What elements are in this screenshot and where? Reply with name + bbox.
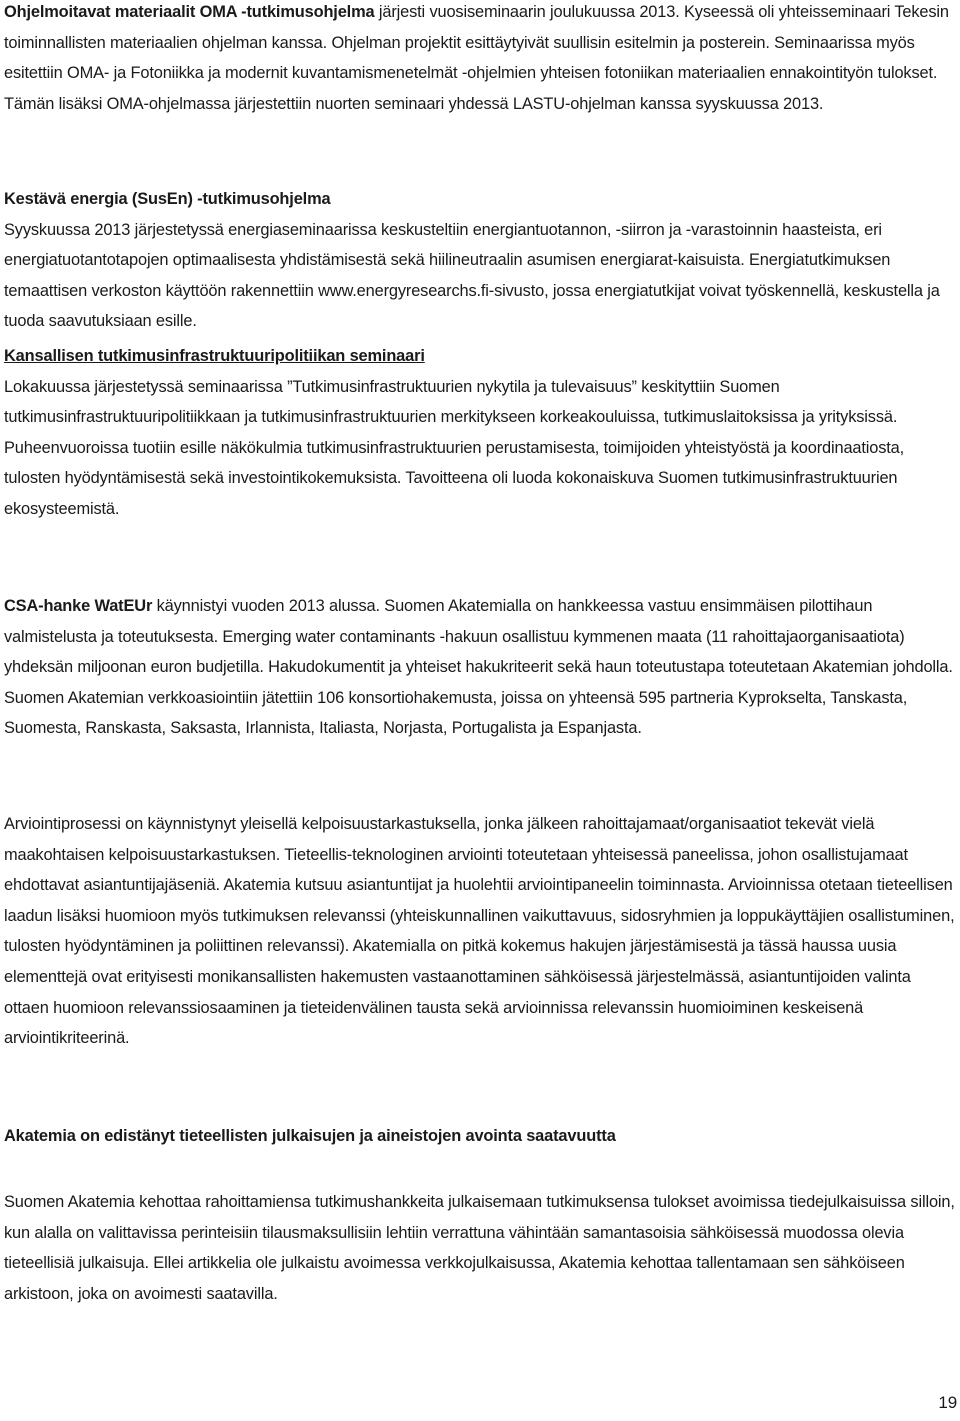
section-susen — [4, 184, 958, 337]
oma-program-text: järjesti vuosiseminaarin joulukuussa 2013. Kyseessä oli yhteisseminaari Tekesin toiminnallisten materiaalien ohjelman kanssa. Ohjelman projektit esittäytyivät suullisin esitelmin ja posterein. Seminaarissa myös esitettiin OMA- ja Fotoniikka ja modernit kuvantamismenetelmät -ohjelmien yhteisen fotoniikan materiaalien ennakointityön tulokset. Tämän lisäksi OMA-ohjelmassa järjestettiin nuorten seminaari yhdessä LASTU-ohjelman kanssa syyskuussa 2013. — [4, 3, 949, 113]
paragraph-open-access: Suomen Akatemia kehottaa rahoittamiensa tutkimushankkeita julkaisemaan tutkimuksensa tulokset avoimissa tiedejulkaisuissa silloin, kun alalla on valittavissa perinteisiin tilausmaksullisiin lehtiin verrattuna vähintään samantasoisia sähköisessä muodossa olevia tieteellisiä julkaisuja. Ellei artikkelia ole julkaistu avoimessa verkkojulkaisussa, Akatemia kehottaa tallentamaan sen sähköiseen arkistoon, joka on avoimesti saatavilla. — [4, 1193, 955, 1303]
infrastructure-text: Lokakuussa järjestetyssä seminaarissa ”Tutkimusinfrastruktuurien nykytila ja tulevaisuus” keskityttiin Suomen tutkimusinfrastruktuuripolitiikkaan ja tutkimusinfrastruktuurien merkitykseen korkeakouluissa, tutkimuslaitoksissa ja yrityksissä. Puheenvuoroissa tuotiin esille näkökulmia tutkimusinfrastruktuurien perustamisesta, toimijoiden yhteistyöstä ja koordinaatiosta, tulosten hyödyntämisestä sekä investointikokemuksista. Tavoitteena oli luoda kokonaiskuva Suomen tutkimusinfrastruktuurien ekosysteemistä. — [4, 377, 905, 518]
wateur-title: CSA-hanke WatEUr — [4, 597, 153, 615]
paragraph-oma-program — [4, 0, 958, 119]
wateur-text: käynnistyi vuoden 2013 alussa. Suomen Akatemialla on hankkeessa vastuu ensimmäisen pilottihaun valmistelusta ja toteutuksesta. Emerging water contaminants -hakuun osallistuu kymmenen maata (11 rahoittajaorganisaatiota) yhdeksän miljoonan euron budjetilla. Hakudokumentit ja yhteiset hakukriteerit sekä haun toteutustapa toteutetaan Akatemian johdolla. Suomen Akatemian verkkoasiointiin jätettiin 106 konsortiohakemusta, joissa on yhteensä 595 partneria Kyprokselta, Tanskasta, Suomesta, Ranskasta, Saksasta, Irlannista, Italiasta, Norjasta, Portugalista ja Espanjasta. — [4, 597, 953, 738]
section-infrastructure-seminar — [4, 341, 958, 525]
susen-text: Syyskuussa 2013 järjestetyssä energiaseminaarissa keskusteltiin energiantuotannon, -siirron ja -varastoinnin haasteista, eri energiatuotantotapojen optimaalisesta yhdistämisestä sekä hiilineutraalin asumisen energiarat-kaisuista. Energiatutkimuksen temaattisen verkoston käyttöön rakennettiin www.energyresearchs.fi-sivusto, jossa energiatutkijat voivat työskennellä, keskustella ja tuoda saavutuksiaan esille. — [4, 220, 940, 331]
susen-heading: Kestävä energia (SusEn) -tutkimusohjelma — [4, 190, 331, 208]
infrastructure-heading: Kansallisen tutkimusinfrastruktuuripolitiikan seminaari — [4, 347, 425, 365]
open-access-heading: Akatemia on edistänyt tieteellisten julkaisujen ja aineistojen avointa saatavuutta — [4, 1127, 616, 1145]
paragraph-evaluation-process: Arviointiprosessi on käynnistynyt yleisellä kelpoisuustarkastuksella, jonka jälkeen rahoittajamaat/organisaatiot tekevät vielä maakohtaisen kelpoisuustarkastuksen. Tieteellis-teknologinen arviointi toteutetaan yhteisessä paneelissa, johon osallistujamaat ehdottavat asiantuntijajäseniä. Akatemia kutsuu asiantuntijat ja huolehtii arviointipaneelin toiminnasta. Arvioinnissa otetaan tieteellisen laadun lisäksi huomioon myös tutkimuksen relevanssi (yhteiskunnallinen vaikuttavuus, sidosryhmien ja loppukäyttäjien osallistuminen, tulosten hyödyntäminen ja poliittinen relevanssi). Akatemialla on pitkä kokemus hakujen järjestämisestä ja tässä haussa uusia elementtejä ovat erityisesti monikansallisten hakemusten vastaanottaminen sähköisessä järjestelmässä, asiantuntijoiden valinta ottaen huomioon relevanssiosaaminen ja tieteidenvälinen tausta sekä arvioinnissa relevanssin huomioiminen keskeisenä arviointikriteerinä. — [4, 815, 955, 1048]
page-number: 19 — [938, 1393, 957, 1412]
paragraph-wateur — [4, 591, 958, 744]
oma-program-title: Ohjelmoitavat materiaalit OMA -tutkimusohjelma — [4, 3, 375, 21]
